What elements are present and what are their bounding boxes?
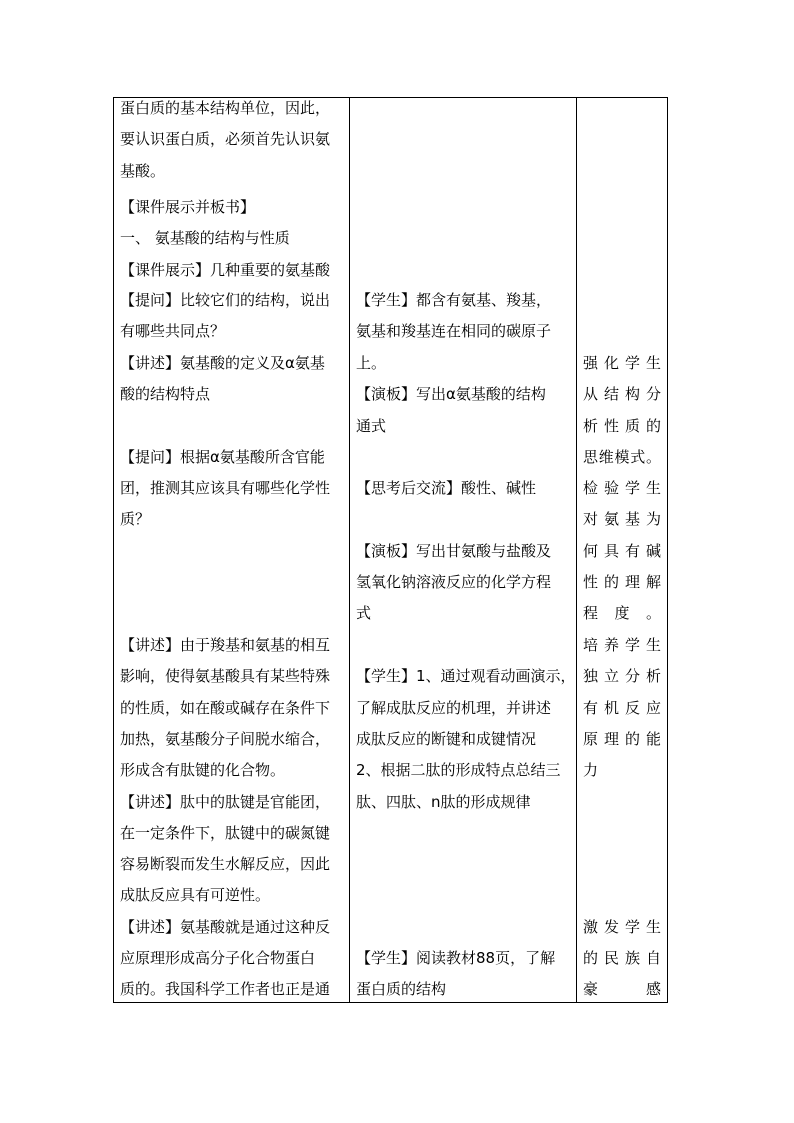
teacher-line: 【讲述】氨基酸就是通过这种反: [120, 918, 331, 936]
intent-line: 检验学生: [583, 479, 661, 497]
intent-line: 原理的能: [583, 730, 661, 748]
teacher-line: 要认识蛋白质，必须首先认识氨: [120, 130, 331, 148]
teacher-line: 【讲述】肽中的肽键是官能团，: [120, 793, 331, 811]
intent-line: 强化学生: [583, 354, 661, 372]
student-line: 上。: [356, 354, 387, 372]
lesson-plan-table: [113, 97, 668, 1003]
student-line: 【学生】阅读教材88页，了解: [356, 949, 556, 967]
intent-line: 激发学生: [583, 918, 661, 936]
teacher-line: 【提问】根据α氨基酸所含官能: [120, 448, 325, 466]
student-line: 【学生】1、通过观看动画演示，: [356, 667, 576, 685]
student-line: 通式: [356, 417, 387, 435]
teacher-line: 蛋白质的基本结构单位，因此，: [120, 99, 331, 117]
student-line: 【演板】写出甘氨酸与盐酸及: [356, 542, 552, 560]
intent-line: 析性质的: [583, 417, 661, 435]
teacher-line: 成肽反应具有可逆性。: [120, 886, 271, 904]
student-line: 了解成肽反应的机理，并讲述: [356, 699, 552, 717]
teacher-line: 形成含有肽键的化合物。: [120, 761, 286, 779]
intent-line: 性的理解: [583, 573, 661, 591]
teacher-activity-column: [114, 98, 350, 1003]
teacher-line: 有哪些共同点？: [120, 322, 226, 340]
student-line: 2、根据二肽的形成特点总结三: [356, 761, 561, 779]
intent-line: 豪感: [583, 980, 661, 998]
student-line: 氨基和羧基连在相同的碳原子: [356, 322, 552, 340]
intent-line: 有机反应: [583, 699, 661, 717]
teacher-line: 影响，使得氨基酸具有某些特殊: [120, 667, 331, 685]
intent-line: 独立分析: [583, 667, 661, 685]
teacher-line: 基酸。: [120, 162, 166, 180]
student-line: 氢氧化钠溶液反应的化学方程: [356, 573, 552, 591]
design-intent-column: [577, 98, 668, 1003]
teacher-line: 容易断裂而发生水解反应，因此: [120, 855, 331, 873]
teacher-line: 团，推测其应该具有哪些化学性: [120, 479, 331, 497]
teacher-line: 【课件展示并板书】: [120, 198, 256, 216]
teacher-line: 【提问】比较它们的结构，说出: [120, 291, 331, 309]
student-line: 【演板】写出α氨基酸的结构: [356, 385, 546, 403]
student-line: 肽、四肽、n肽的形成规律: [356, 793, 531, 811]
teacher-line: 【讲述】由于羧基和氨基的相互: [120, 636, 331, 654]
student-line: 蛋白质的结构: [356, 980, 447, 998]
intent-line: 对氨基为: [583, 510, 661, 528]
intent-line: 程度。: [583, 604, 661, 622]
intent-line: 培养学生: [583, 636, 661, 654]
intent-line: 何具有碱: [583, 542, 661, 560]
intent-line: 的民族自: [583, 949, 661, 967]
student-line: 成肽反应的断键和成键情况: [356, 730, 537, 748]
teacher-line: 加热，氨基酸分子间脱水缩合，: [120, 730, 331, 748]
intent-line: 从结构分: [583, 385, 661, 403]
intent-line: 力: [583, 761, 599, 779]
student-activity-column: [350, 98, 577, 1003]
teacher-line: 【课件展示】几种重要的氨基酸: [120, 261, 331, 279]
teacher-line: 应原理形成高分子化合物蛋白: [120, 949, 316, 967]
teacher-line: 在一定条件下，肽键中的碳氮键: [120, 824, 331, 842]
teacher-line: 【讲述】氨基酸的定义及α氨基: [120, 354, 325, 372]
teacher-line: 一、 氨基酸的结构与性质: [120, 229, 290, 247]
intent-line: 思维模式。: [583, 448, 661, 466]
teacher-line: 质的。我国科学工作者也正是通: [120, 980, 331, 998]
teacher-line: 质？: [120, 510, 151, 528]
student-line: 式: [356, 604, 372, 622]
teacher-line: 的性质，如在酸或碱存在条件下: [120, 699, 331, 717]
table-row: [114, 98, 668, 1003]
teacher-line: 酸的结构特点: [120, 385, 211, 403]
student-line: 【学生】都含有氨基、羧基，: [356, 291, 552, 309]
student-line: 【思考后交流】酸性、碱性: [356, 479, 537, 497]
